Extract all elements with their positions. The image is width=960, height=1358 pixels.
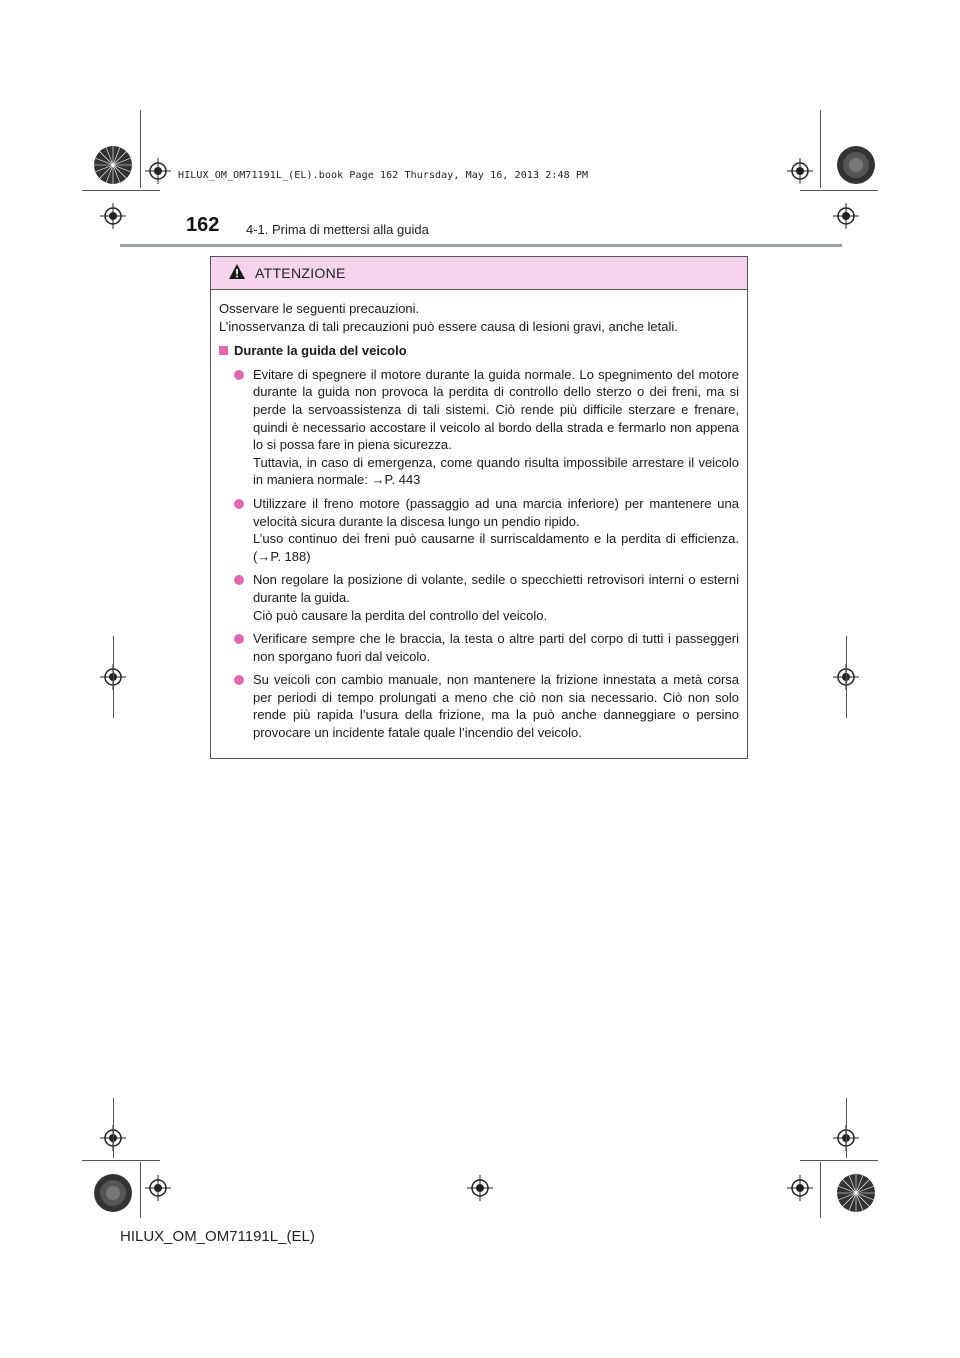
warning-item-paragraph: Non regolare la posizione di volante, sedile o specchietti retrovisori interni o esterni durante la guida.	[253, 572, 739, 605]
warning-subheading	[219, 342, 739, 360]
registration-mark	[787, 1175, 813, 1201]
crop-line	[82, 1160, 160, 1161]
crop-line	[113, 636, 114, 718]
page-number: 162	[186, 214, 220, 236]
print-rosette-mark	[836, 145, 876, 185]
registration-mark	[467, 1175, 493, 1201]
crop-line	[800, 190, 878, 191]
crop-line	[846, 1098, 847, 1158]
warning-intro-line: Osservare le seguenti precauzioni.	[219, 301, 420, 316]
warning-body	[211, 290, 747, 742]
warning-item	[219, 495, 739, 565]
warning-box	[210, 256, 748, 759]
warning-subheading-text: Durante la guida del veicolo	[234, 343, 407, 359]
warning-item-paragraph: Verificare sempre che le braccia, la testa o altre parti del corpo di tutti i passeggeri non sporgano fuori dal veicolo.	[253, 631, 739, 664]
bullet-icon	[234, 499, 244, 509]
registration-mark	[833, 203, 859, 229]
warning-item-paragraph: Tuttavia, in caso di emergenza, come quando risulta impossibile arrestare il veicolo in maniera normale: →P. 443	[253, 454, 739, 488]
warning-item	[219, 366, 739, 489]
warning-item-paragraph: Utilizzare il freno motore (passaggio ad una marcia inferiore) per mantenere una velocità sicura durante la discesa lungo un pendio ripido.	[253, 495, 739, 529]
header-rule	[120, 244, 842, 247]
crop-line	[82, 190, 160, 191]
bullet-icon	[234, 675, 244, 685]
registration-mark	[145, 158, 171, 184]
crop-line	[140, 110, 141, 188]
print-rosette-mark	[93, 1173, 133, 1213]
registration-mark	[787, 158, 813, 184]
crop-line	[800, 1160, 878, 1161]
warning-item-paragraph: Evitare di spegnere il motore durante la guida normale. Lo spegnimento del motore durante la guida non provoca la perdita di controllo dello sterzo o dei freni, ma si perde la servoassistenza di tali sistemi. Ciò rende più difficile sterzare e frenare, quindi è necessario accostare il veicolo al bordo della strada e fermarlo non appena lo si possa fare in piena sicurezza.	[253, 366, 739, 453]
warning-item-paragraph: L’uso continuo dei freni può causarne il surriscaldamento e la perdita di efficienza. (→P. 188)	[253, 531, 739, 564]
registration-mark	[100, 203, 126, 229]
warning-triangle-icon	[228, 263, 246, 281]
bullet-icon	[234, 575, 244, 585]
warning-item-paragraph: Ciò può causare la perdita del controllo del veicolo.	[253, 607, 548, 623]
crop-line	[820, 110, 821, 188]
section-title: 4-1. Prima di mettersi alla guida	[246, 222, 429, 237]
bullet-icon	[234, 634, 244, 644]
crop-line	[113, 1098, 114, 1158]
crop-line	[140, 1162, 141, 1218]
crop-line	[846, 636, 847, 718]
warning-item	[219, 630, 739, 665]
warning-item-paragraph: Su veicoli con cambio manuale, non mantenere la frizione innestata a metà corsa per periodi di tempo prolungati a meno che ciò non sia necessario. Ciò non solo rende più rapida l’usura della frizione, ma la può anche danneggiare o persino provocare un incidente fatale quale l’incendio del veicolo.	[253, 672, 739, 741]
print-rosette-mark	[836, 1173, 876, 1213]
bullet-icon	[234, 370, 244, 380]
warning-item	[219, 671, 739, 741]
crop-line	[820, 1162, 821, 1218]
document-code: HILUX_OM_OM71191L_(EL)	[120, 1228, 315, 1245]
registration-mark	[145, 1175, 171, 1201]
warning-item	[219, 571, 739, 624]
print-rosette-mark	[93, 145, 133, 185]
square-bullet-icon	[219, 346, 228, 355]
warning-title: ATTENZIONE	[255, 265, 346, 281]
print-slug: HILUX_OM_OM71191L_(EL).book Page 162 Thursday, May 16, 2013 2:48 PM	[178, 170, 589, 181]
warning-header	[211, 257, 747, 290]
warning-intro-line: L’inosservanza di tali precauzioni può essere causa di lesioni gravi, anche letali.	[219, 318, 678, 334]
